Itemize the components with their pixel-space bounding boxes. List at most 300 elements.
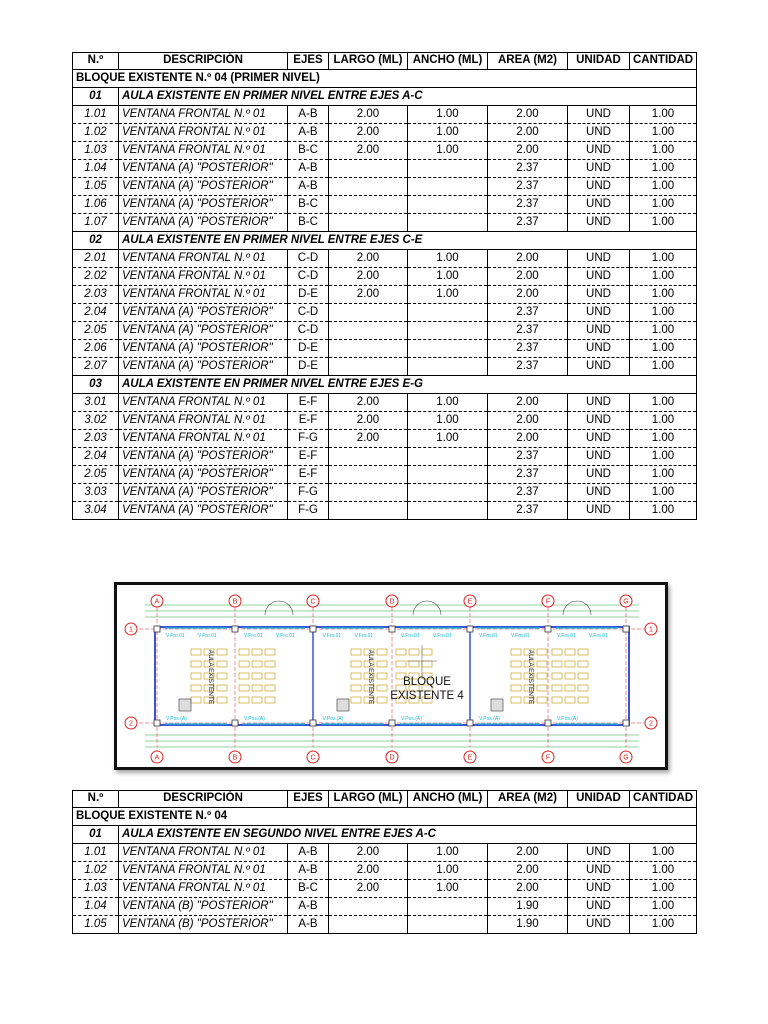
item-axes: B-C (288, 196, 329, 214)
item-quantity: 1.00 (630, 880, 697, 898)
item-description: VENTANA (B) "POSTERIOR" (119, 916, 288, 934)
table-row (73, 502, 697, 520)
item-width (408, 160, 488, 178)
item-number: 1.03 (73, 142, 119, 160)
door-swing (413, 601, 441, 615)
axis-label: B (232, 598, 238, 606)
group-number: 01 (73, 826, 119, 844)
item-unit: UND (568, 124, 630, 142)
item-axes: C-D (288, 322, 329, 340)
desk (422, 661, 432, 667)
block-title: BLOQUE EXISTENTE N.º 04 (PRIMER NIVEL) (73, 70, 697, 88)
item-length: 2.00 (329, 880, 408, 898)
item-number: 3.04 (73, 502, 119, 520)
item-unit: UND (568, 340, 630, 358)
column-header: AREA (M2) (488, 53, 568, 70)
item-description: VENTANA (A) "POSTERIOR" (119, 502, 288, 520)
item-description: VENTANA FRONTAL N.º 01 (119, 844, 288, 862)
item-description: VENTANA (A) "POSTERIOR" (119, 322, 288, 340)
axis-label: F (545, 754, 551, 762)
item-length: 2.00 (329, 286, 408, 304)
table-row (73, 268, 697, 286)
item-unit: UND (568, 844, 630, 862)
desk (217, 685, 227, 691)
group-title: AULA EXISTENTE EN PRIMER NIVEL ENTRE EJES A-C (119, 88, 697, 106)
table-row (73, 322, 697, 340)
item-area: 1.90 (488, 916, 568, 934)
item-axes: F-G (288, 484, 329, 502)
item-description: VENTANA (B) "POSTERIOR" (119, 898, 288, 916)
item-number: 3.03 (73, 484, 119, 502)
item-description: VENTANA (A) "POSTERIOR" (119, 304, 288, 322)
column (310, 626, 316, 632)
item-width (408, 484, 488, 502)
desk (252, 649, 262, 655)
window-tag: V.Fro.01 (198, 633, 217, 639)
desk (217, 673, 227, 679)
desk (239, 673, 249, 679)
column-header: N.º (73, 791, 119, 808)
group-title: AULA EXISTENTE EN PRIMER NIVEL ENTRE EJES C-E (119, 232, 697, 250)
column-header: UNIDAD (568, 791, 630, 808)
item-number: 1.04 (73, 898, 119, 916)
desk (191, 685, 201, 691)
item-number: 1.02 (73, 862, 119, 880)
desk (537, 673, 547, 679)
desk (578, 685, 588, 691)
desk (191, 697, 201, 703)
block-title: BLOQUE EXISTENTE N.º 04 (73, 808, 697, 826)
quantities-table-second-level (72, 790, 697, 934)
desk (351, 661, 361, 667)
item-length: 2.00 (329, 268, 408, 286)
item-number: 1.07 (73, 214, 119, 232)
axis-label: G (623, 754, 629, 762)
item-area: 2.00 (488, 430, 568, 448)
column (389, 720, 395, 726)
desk (191, 661, 201, 667)
item-unit: UND (568, 484, 630, 502)
item-description: VENTANA (A) "POSTERIOR" (119, 340, 288, 358)
door-swing (563, 601, 591, 615)
desk (422, 649, 432, 655)
door-swing (265, 601, 293, 615)
desk (239, 649, 249, 655)
item-unit: UND (568, 502, 630, 520)
item-quantity: 1.00 (630, 286, 697, 304)
desk (552, 649, 562, 655)
item-length: 2.00 (329, 412, 408, 430)
item-area: 2.00 (488, 250, 568, 268)
group-title: AULA EXISTENTE EN PRIMER NIVEL ENTRE EJES E-G (119, 376, 697, 394)
item-quantity: 1.00 (630, 484, 697, 502)
column-header: LARGO (ML) (329, 53, 408, 70)
item-length (329, 340, 408, 358)
axis-label: C (310, 754, 316, 762)
column-header: EJES (288, 791, 329, 808)
column (545, 720, 551, 726)
item-length: 2.00 (329, 142, 408, 160)
item-unit: UND (568, 898, 630, 916)
column (154, 626, 160, 632)
table-row (73, 484, 697, 502)
table-row (73, 412, 697, 430)
room-label: AULA EXISTENTE (207, 649, 214, 705)
column (232, 720, 238, 726)
item-area: 2.37 (488, 340, 568, 358)
desk (552, 661, 562, 667)
item-quantity: 1.00 (630, 412, 697, 430)
desk (239, 661, 249, 667)
item-length (329, 898, 408, 916)
desk (511, 673, 521, 679)
item-axes: D-E (288, 340, 329, 358)
axis-label: G (623, 598, 629, 606)
window-tag: V.Fro.01 (557, 633, 576, 639)
item-width: 1.00 (408, 124, 488, 142)
desk (239, 697, 249, 703)
item-length: 2.00 (329, 844, 408, 862)
item-quantity: 1.00 (630, 466, 697, 484)
desk (552, 697, 562, 703)
item-axes: A-B (288, 124, 329, 142)
item-axes: E-F (288, 394, 329, 412)
item-axes: A-B (288, 898, 329, 916)
desk (578, 673, 588, 679)
item-length: 2.00 (329, 394, 408, 412)
desk (191, 649, 201, 655)
table-row (73, 448, 697, 466)
desk (409, 649, 419, 655)
axis-label: 2 (129, 720, 133, 728)
item-description: VENTANA (A) "POSTERIOR" (119, 448, 288, 466)
desk (191, 673, 201, 679)
desk (537, 649, 547, 655)
window-tag: V.Pos.(A) (557, 716, 578, 722)
window-tag: V.Pos.(A) (479, 716, 500, 722)
item-area: 2.37 (488, 502, 568, 520)
item-quantity: 1.00 (630, 214, 697, 232)
window-tag: V.Fro.01 (276, 633, 295, 639)
item-area: 2.37 (488, 322, 568, 340)
desk (511, 685, 521, 691)
desk (537, 697, 547, 703)
item-area: 2.00 (488, 124, 568, 142)
desk (252, 673, 262, 679)
item-width: 1.00 (408, 862, 488, 880)
column (623, 720, 629, 726)
table-body (73, 808, 697, 934)
item-axes: B-C (288, 214, 329, 232)
item-unit: UND (568, 268, 630, 286)
room-label: AULA EXISTENTE (367, 649, 374, 705)
column (545, 626, 551, 632)
item-quantity: 1.00 (630, 106, 697, 124)
floor-plan-drawing (117, 585, 665, 767)
axis-label: D (389, 754, 395, 762)
group-header-row (73, 376, 697, 394)
item-unit: UND (568, 214, 630, 232)
item-area: 2.37 (488, 178, 568, 196)
table-row (73, 196, 697, 214)
item-width: 1.00 (408, 394, 488, 412)
window-tag: V.Fro.01 (322, 633, 342, 639)
item-quantity: 1.00 (630, 322, 697, 340)
item-unit: UND (568, 286, 630, 304)
item-width (408, 196, 488, 214)
block-label-line1: BLOQUE (403, 676, 451, 688)
item-area: 2.00 (488, 412, 568, 430)
desk (217, 697, 227, 703)
item-area: 2.00 (488, 880, 568, 898)
desk (217, 661, 227, 667)
window-tag: V.Pos.(A) (244, 716, 265, 722)
item-unit: UND (568, 178, 630, 196)
desk (511, 661, 521, 667)
window-tag: V.Fro.01 (511, 633, 530, 639)
item-width: 1.00 (408, 268, 488, 286)
item-axes: D-E (288, 286, 329, 304)
item-number: 1.02 (73, 124, 119, 142)
item-length (329, 322, 408, 340)
item-quantity: 1.00 (630, 340, 697, 358)
item-quantity: 1.00 (630, 160, 697, 178)
item-quantity: 1.00 (630, 394, 697, 412)
item-area: 2.00 (488, 844, 568, 862)
desk (351, 685, 361, 691)
item-description: VENTANA (A) "POSTERIOR" (119, 178, 288, 196)
desk (565, 697, 575, 703)
group-number: 02 (73, 232, 119, 250)
axis-label: E (467, 598, 473, 606)
window-tag: V.Pos.(A) (166, 716, 187, 722)
item-width (408, 358, 488, 376)
item-unit: UND (568, 358, 630, 376)
table-row (73, 124, 697, 142)
item-unit: UND (568, 466, 630, 484)
item-area: 2.00 (488, 286, 568, 304)
column-header: UNIDAD (568, 53, 630, 70)
table-row (73, 394, 697, 412)
item-width (408, 214, 488, 232)
column-header: EJES (288, 53, 329, 70)
item-number: 2.01 (73, 250, 119, 268)
column-header: CANTIDAD (630, 791, 697, 808)
item-area: 2.00 (488, 106, 568, 124)
item-unit: UND (568, 412, 630, 430)
item-quantity: 1.00 (630, 448, 697, 466)
item-unit: UND (568, 394, 630, 412)
item-axes: C-D (288, 250, 329, 268)
item-width (408, 502, 488, 520)
table-row (73, 106, 697, 124)
item-width (408, 322, 488, 340)
item-axes: E-F (288, 466, 329, 484)
item-width (408, 898, 488, 916)
window-tag: V.Fro.01 (589, 633, 608, 639)
item-axes: F-G (288, 502, 329, 520)
item-quantity: 1.00 (630, 142, 697, 160)
item-length: 2.00 (329, 250, 408, 268)
desk (537, 685, 547, 691)
item-length (329, 916, 408, 934)
axis-label: 2 (649, 720, 653, 728)
desk (552, 685, 562, 691)
desk (578, 649, 588, 655)
desk (252, 697, 262, 703)
group-header-row (73, 232, 697, 250)
item-length (329, 448, 408, 466)
item-number: 2.05 (73, 466, 119, 484)
item-area: 2.00 (488, 862, 568, 880)
table-row (73, 340, 697, 358)
item-description: VENTANA FRONTAL N.º 01 (119, 286, 288, 304)
desk (265, 685, 275, 691)
item-area: 1.90 (488, 898, 568, 916)
item-area: 2.00 (488, 142, 568, 160)
item-width (408, 448, 488, 466)
item-axes: A-B (288, 916, 329, 934)
item-description: VENTANA FRONTAL N.º 01 (119, 124, 288, 142)
item-quantity: 1.00 (630, 268, 697, 286)
desk (252, 685, 262, 691)
column (154, 720, 160, 726)
item-quantity: 1.00 (630, 178, 697, 196)
item-unit: UND (568, 322, 630, 340)
block-label-line2: EXISTENTE 4 (390, 690, 464, 702)
table-row (73, 250, 697, 268)
table-row (73, 466, 697, 484)
item-axes: C-D (288, 304, 329, 322)
item-axes: A-B (288, 862, 329, 880)
table-row (73, 844, 697, 862)
desk (565, 685, 575, 691)
block-title-row (73, 70, 697, 88)
desk (351, 697, 361, 703)
window-tag: V.Pos.(A) (322, 716, 344, 722)
item-quantity: 1.00 (630, 250, 697, 268)
item-axes: A-B (288, 160, 329, 178)
item-length (329, 484, 408, 502)
desk (409, 661, 419, 667)
window-tag: V.Fro.01 (479, 633, 498, 639)
desk (252, 661, 262, 667)
item-width: 1.00 (408, 286, 488, 304)
column-header: DESCRIPCIÓN (119, 53, 288, 70)
item-length: 2.00 (329, 430, 408, 448)
item-number: 2.02 (73, 268, 119, 286)
desk (217, 649, 227, 655)
group-header-row (73, 88, 697, 106)
item-quantity: 1.00 (630, 862, 697, 880)
column (623, 626, 629, 632)
axis-label: F (545, 598, 551, 606)
item-description: VENTANA (A) "POSTERIOR" (119, 160, 288, 178)
item-quantity: 1.00 (630, 196, 697, 214)
desk (537, 661, 547, 667)
item-quantity: 1.00 (630, 502, 697, 520)
item-description: VENTANA FRONTAL N.º 01 (119, 862, 288, 880)
item-area: 2.00 (488, 268, 568, 286)
desk (377, 697, 387, 703)
item-unit: UND (568, 250, 630, 268)
table-row (73, 916, 697, 934)
item-width (408, 178, 488, 196)
item-number: 2.07 (73, 358, 119, 376)
item-length (329, 214, 408, 232)
column (389, 626, 395, 632)
item-unit: UND (568, 430, 630, 448)
block-title-row (73, 808, 697, 826)
item-description: VENTANA (A) "POSTERIOR" (119, 484, 288, 502)
desk (239, 685, 249, 691)
item-length: 2.00 (329, 106, 408, 124)
item-area: 2.00 (488, 394, 568, 412)
desk (377, 649, 387, 655)
item-axes: A-B (288, 106, 329, 124)
axis-label: E (467, 754, 473, 762)
column-header: N.º (73, 53, 119, 70)
item-width: 1.00 (408, 250, 488, 268)
item-length: 2.00 (329, 124, 408, 142)
axis-label: 1 (649, 626, 653, 634)
desk (377, 673, 387, 679)
table-row (73, 286, 697, 304)
desk (565, 661, 575, 667)
item-area: 2.37 (488, 304, 568, 322)
item-number: 3.01 (73, 394, 119, 412)
table-row (73, 178, 697, 196)
item-number: 2.05 (73, 322, 119, 340)
teacher-desk (491, 699, 503, 711)
window-tag: V.Fro.01 (166, 633, 185, 639)
item-number: 1.05 (73, 178, 119, 196)
item-width: 1.00 (408, 412, 488, 430)
desk (565, 649, 575, 655)
item-width (408, 340, 488, 358)
item-description: VENTANA FRONTAL N.º 01 (119, 412, 288, 430)
quantities-table-first-level (72, 52, 697, 520)
table-header (73, 791, 697, 808)
item-length (329, 358, 408, 376)
desk (511, 697, 521, 703)
item-number: 2.03 (73, 286, 119, 304)
item-number: 1.03 (73, 880, 119, 898)
item-width: 1.00 (408, 106, 488, 124)
item-width: 1.00 (408, 844, 488, 862)
item-axes: E-F (288, 448, 329, 466)
group-header-row (73, 826, 697, 844)
table-row (73, 304, 697, 322)
item-width (408, 466, 488, 484)
column-header: AREA (M2) (488, 791, 568, 808)
item-description: VENTANA FRONTAL N.º 01 (119, 394, 288, 412)
item-area: 2.37 (488, 484, 568, 502)
column (232, 626, 238, 632)
item-area: 2.37 (488, 160, 568, 178)
item-number: 2.04 (73, 304, 119, 322)
desk (265, 661, 275, 667)
window-tag: V.Fro.01 (433, 633, 452, 639)
axis-label: C (310, 598, 316, 606)
table-row (73, 358, 697, 376)
column-header: ANCHO (ML) (408, 53, 488, 70)
group-number: 03 (73, 376, 119, 394)
item-axes: B-C (288, 142, 329, 160)
group-title: AULA EXISTENTE EN SEGUNDO NIVEL ENTRE EJES A-C (119, 826, 697, 844)
item-description: VENTANA FRONTAL N.º 01 (119, 880, 288, 898)
item-unit: UND (568, 448, 630, 466)
